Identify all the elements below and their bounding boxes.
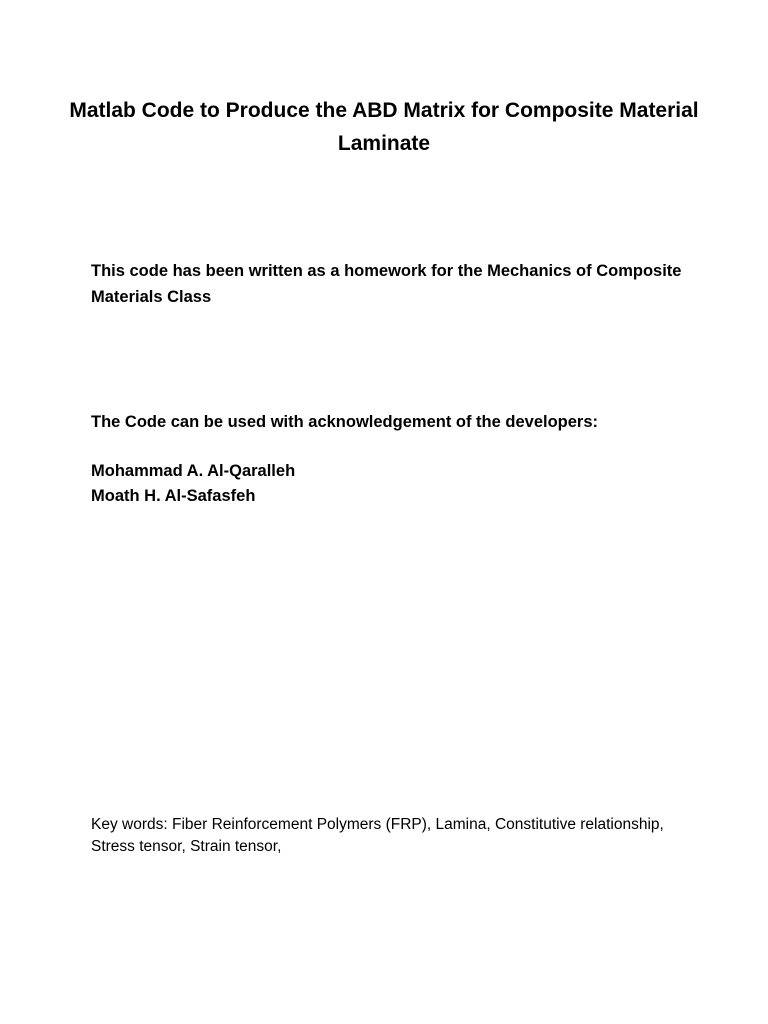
acknowledgement-paragraph: The Code can be used with acknowledgement of the developers:: [91, 413, 599, 431]
developer-list: [91, 459, 691, 509]
developer-name: Mohammad A. Al-Qaralleh: [91, 462, 296, 480]
keywords-paragraph: Key words: Fiber Reinforcement Polymers (FRP), Lamina, Constitutive relationship, Stress tensor, Strain tensor,: [91, 816, 664, 855]
intro-paragraph: This code has been written as a homework for the Mechanics of Composite Materials Class: [91, 262, 682, 306]
developer-name: Moath H. Al-Safasfeh: [91, 487, 256, 505]
document-title: Matlab Code to Produce the ABD Matrix for Composite Material Laminate: [69, 99, 699, 155]
